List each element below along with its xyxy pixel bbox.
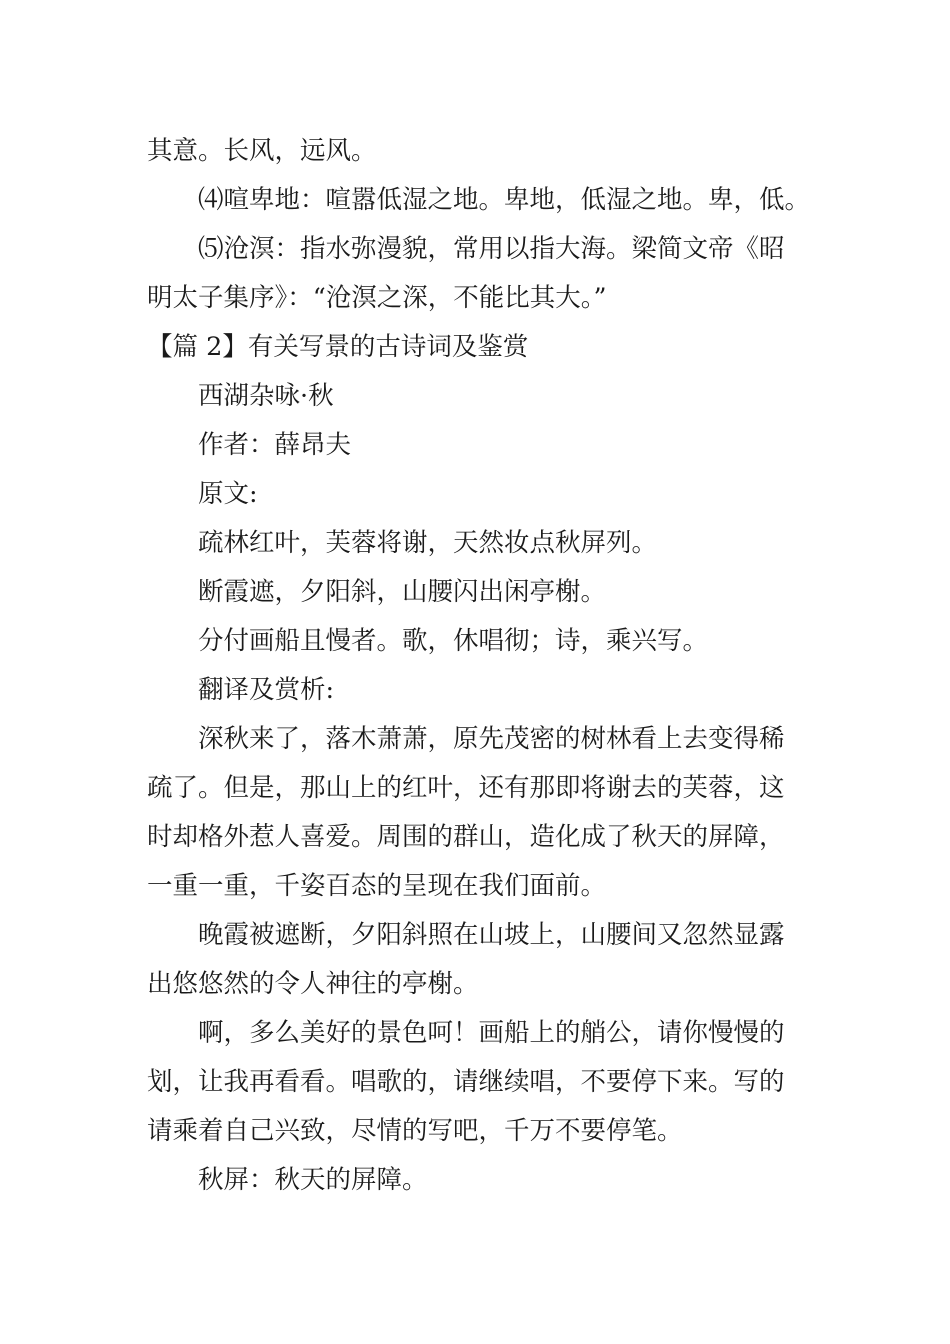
footnote-5: ⑸沧溟：指水弥漫貌，常用以指大海。梁简文帝《昭 — [198, 234, 785, 264]
poem-title: 西湖杂咏·秋 — [198, 381, 334, 411]
paragraph-line: 划，让我再看看。唱歌的，请继续唱，不要停下来。写的 — [147, 1067, 785, 1097]
paragraph-line: 出悠悠然的令人神往的亭榭。 — [147, 969, 479, 999]
original-text-label: 原文: — [198, 479, 258, 509]
note-line: 秋屏：秋天的屏障。 — [198, 1165, 428, 1195]
poem-author: 作者：薛昂夫 — [198, 430, 352, 460]
paragraph-line: 疏了。但是，那山上的红叶，还有那即将谢去的芙蓉，这 — [147, 773, 785, 803]
section-heading: 【篇 2】有关写景的古诗词及鉴赏 — [147, 332, 529, 362]
text-line: 其意。长风，远风。 — [147, 136, 377, 166]
paragraph-line: 晚霞被遮断，夕阳斜照在山坡上，山腰间又忽然显露 — [198, 920, 785, 950]
paragraph-line: 啊，多么美好的景色呵！画船上的艄公，请你慢慢的 — [198, 1018, 785, 1048]
poem-line: 断霞遮，夕阳斜，山腰闪出闲亭榭。 — [198, 577, 607, 607]
poem-line: 疏林红叶，芙蓉将谢，天然妆点秋屏列。 — [198, 528, 658, 558]
poem-line: 分付画船且慢者。歌，休唱彻；诗，乘兴写。 — [198, 626, 709, 656]
paragraph-line: 深秋来了，落木萧萧，原先茂密的树林看上去变得稀 — [198, 724, 785, 754]
footnote-4: ⑷喧卑地：喧嚣低湿之地。卑地，低湿之地。卑，低。 — [198, 185, 811, 215]
translation-label: 翻译及赏析: — [198, 675, 335, 705]
paragraph-line: 一重一重，千姿百态的呈现在我们面前。 — [147, 871, 607, 901]
text-line: 明太子集序》：“沧溟之深，不能比其大。” — [147, 283, 607, 313]
paragraph-line: 时却格外惹人喜爱。周围的群山，造化成了秋天的屏障， — [147, 822, 785, 852]
document-body — [147, 127, 811, 1205]
paragraph-line: 请乘着自己兴致，尽情的写吧，千万不要停笔。 — [147, 1116, 683, 1146]
